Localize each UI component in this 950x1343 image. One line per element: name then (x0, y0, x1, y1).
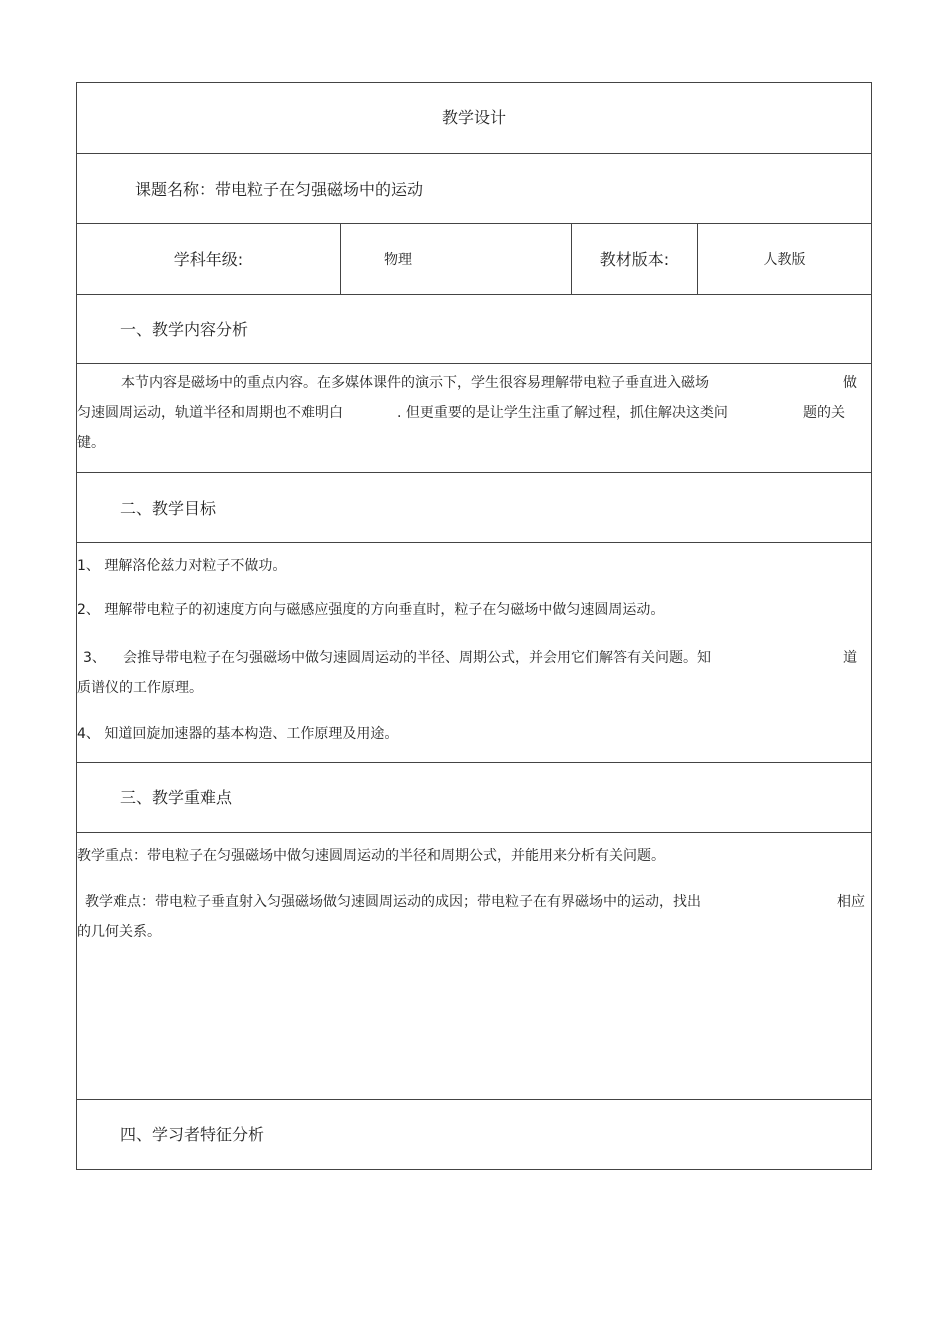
goal-item-4: 4、 知道回旋加速器的基本构造、工作原理及用途。 (77, 726, 399, 742)
course-separator: ： (199, 180, 216, 199)
section-key-heading-row (77, 763, 871, 833)
section-heading-key: 三、教学重难点 (120, 788, 233, 807)
section-heading-goals: 二、教学目标 (120, 499, 217, 518)
difficult-point-tail: 相应 (837, 894, 865, 910)
goal-item-1: 1、 理解洛伦兹力对粒子不做功。 (77, 558, 287, 574)
edition-value: 人教版 (763, 252, 806, 268)
content-line-1: 本节内容是磁场中的重点内容。在多媒体课件的演示下，学生很容易理解带电粒子垂直进入磁场 (121, 375, 709, 391)
edition-value-cell (698, 224, 871, 294)
section-heading-learner: 四、学习者特征分析 (120, 1125, 265, 1144)
content-line-3: 键。 (77, 435, 105, 451)
grade-value: 物理 (384, 252, 412, 268)
section-learner-heading-row (77, 1100, 871, 1169)
goal-item-2: 2、 理解带电粒子的初速度方向与磁感应强度的方向垂直时，粒子在匀磁场中做匀速圆周运动。 (77, 602, 665, 618)
edition-label: 教材版本: (599, 250, 670, 269)
lesson-plan-table (76, 82, 872, 1170)
goal-item-3-number: 3、 (83, 650, 106, 666)
section-heading-content: 一、教学内容分析 (120, 320, 249, 339)
section-content-heading-row (77, 295, 871, 364)
grade-value-cell (341, 224, 572, 294)
content-line-2-mid: . 但更重要的是让学生注重了解过程，抓住解决这类问 (397, 405, 728, 421)
title-row (77, 83, 871, 154)
section-content-body (77, 364, 871, 473)
content-line-1-tail: 做 (843, 375, 857, 391)
difficult-point-cont: 的几何关系。 (77, 924, 161, 940)
goal-item-3: 会推导带电粒子在匀强磁场中做匀速圆周运动的半径、周期公式，并会用它们解答有关问题。知 (123, 650, 711, 666)
course-label-text: 课题名称 (135, 180, 200, 199)
edition-label-cell (572, 224, 698, 294)
section-key-body (77, 833, 871, 1100)
course-label (135, 177, 423, 200)
goal-item-3-tail: 道 (843, 650, 857, 666)
info-row (77, 224, 871, 295)
page-title: 教学设计 (441, 108, 506, 127)
section-goals-body (77, 543, 871, 763)
course-name: 带电粒子在匀强磁场中的运动 (215, 180, 424, 199)
grade-label-cell (77, 224, 341, 294)
section-goals-heading-row (77, 473, 871, 543)
difficult-point: 教学难点：带电粒子垂直射入匀强磁场做匀速圆周运动的成因；带电粒子在有界磁场中的运动，找出 (85, 894, 701, 910)
key-point: 教学重点：带电粒子在匀强磁场中做匀速圆周运动的半径和周期公式，并能用来分析有关问题。 (77, 848, 665, 864)
content-line-2-tail: 题的关 (803, 405, 845, 421)
course-row (77, 154, 871, 224)
goal-item-3-cont: 质谱仪的工作原理。 (77, 680, 203, 696)
grade-label: 学科年级: (173, 250, 244, 269)
content-line-2: 匀速圆周运动，轨道半径和周期也不难明白 (77, 405, 343, 421)
